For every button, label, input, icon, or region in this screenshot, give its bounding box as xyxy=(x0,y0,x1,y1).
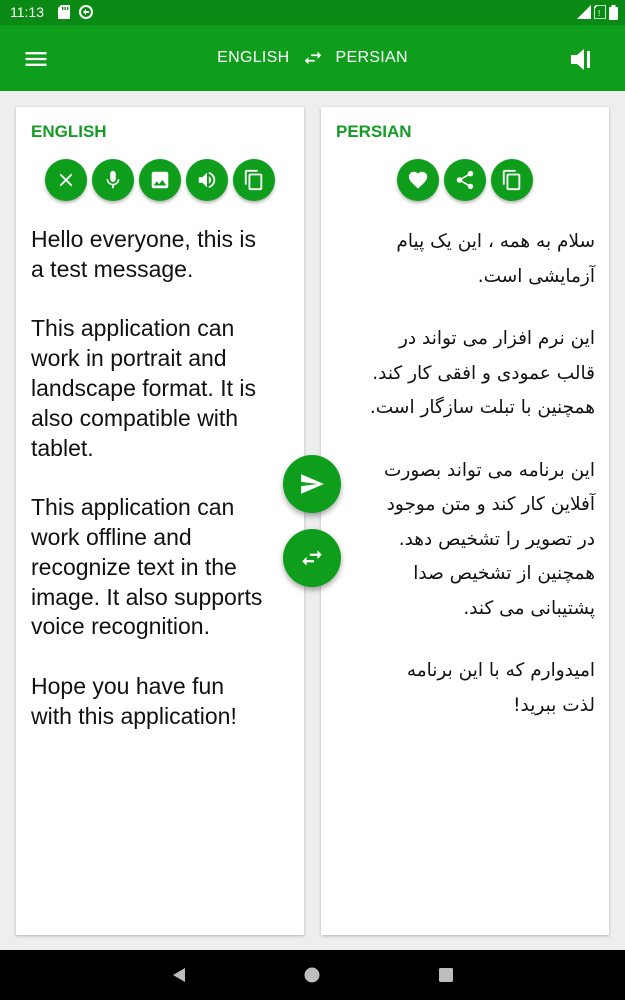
target-paragraph: این نرم افزار می تواند در قالب عمودی و افقی کار کند. همچنین با تبلت سازگار است. xyxy=(369,328,595,418)
svg-text:!: ! xyxy=(598,9,601,18)
source-paragraph: Hope you have fun with this application! xyxy=(31,672,237,729)
source-paragraph: This application can work offline and recognize text in the image. It also supports voice recognition. xyxy=(31,494,263,640)
sd-card-icon xyxy=(58,5,70,22)
source-panel-title: ENGLISH xyxy=(31,122,107,141)
target-action-row xyxy=(397,159,533,201)
image-icon[interactable] xyxy=(139,159,181,201)
recents-icon[interactable] xyxy=(437,966,455,984)
clear-icon[interactable] xyxy=(45,159,87,201)
language-switcher xyxy=(0,25,625,91)
source-paragraph: Hello everyone, this is a test message. xyxy=(31,226,256,282)
mic-icon[interactable] xyxy=(92,159,134,201)
app-bar xyxy=(0,25,625,91)
source-panel xyxy=(16,107,304,935)
sync-icon xyxy=(79,5,93,22)
system-nav-bar xyxy=(0,950,625,1000)
volume-icon[interactable] xyxy=(186,159,228,201)
menu-icon[interactable] xyxy=(22,45,50,73)
battery-icon xyxy=(609,5,618,23)
target-paragraph: امیدوارم که با این برنامه لذت ببرید! xyxy=(406,660,595,716)
swap-icon[interactable] xyxy=(302,47,324,69)
source-language-label[interactable]: ENGLISH xyxy=(217,49,290,66)
source-action-row xyxy=(45,159,275,201)
source-text[interactable] xyxy=(31,225,296,761)
target-language-label[interactable]: PERSIAN xyxy=(335,49,408,66)
translate-send-button[interactable] xyxy=(283,455,341,513)
target-paragraph: سلام به همه ، این یک پیام آزمایشی است. xyxy=(396,231,595,287)
copy-icon[interactable] xyxy=(491,159,533,201)
swap-icon xyxy=(299,545,325,571)
copy-icon[interactable] xyxy=(233,159,275,201)
source-paragraph: This application can work in portrait and landscape format. It is also compatible with tablet. xyxy=(31,315,256,461)
swap-languages-button[interactable] xyxy=(283,529,341,587)
home-icon[interactable] xyxy=(303,966,321,984)
share-icon[interactable] xyxy=(444,159,486,201)
status-bar xyxy=(0,0,625,25)
signal-icon xyxy=(577,5,591,22)
back-icon[interactable] xyxy=(170,966,188,984)
heart-icon[interactable] xyxy=(397,159,439,201)
target-panel xyxy=(321,107,609,935)
speaker-icon[interactable] xyxy=(569,46,595,72)
status-time: 11:13 xyxy=(10,4,44,20)
send-icon xyxy=(299,471,325,497)
target-panel-title: PERSIAN xyxy=(336,122,412,141)
no-sim-icon xyxy=(594,5,606,22)
target-paragraph: این برنامه می تواند بصورت آفلاین کار کند و متن موجود در تصویر را تشخیص دهد. همچنین از تشخیص صدا پشتیبانی می کند. xyxy=(384,459,595,619)
target-text xyxy=(335,225,595,751)
